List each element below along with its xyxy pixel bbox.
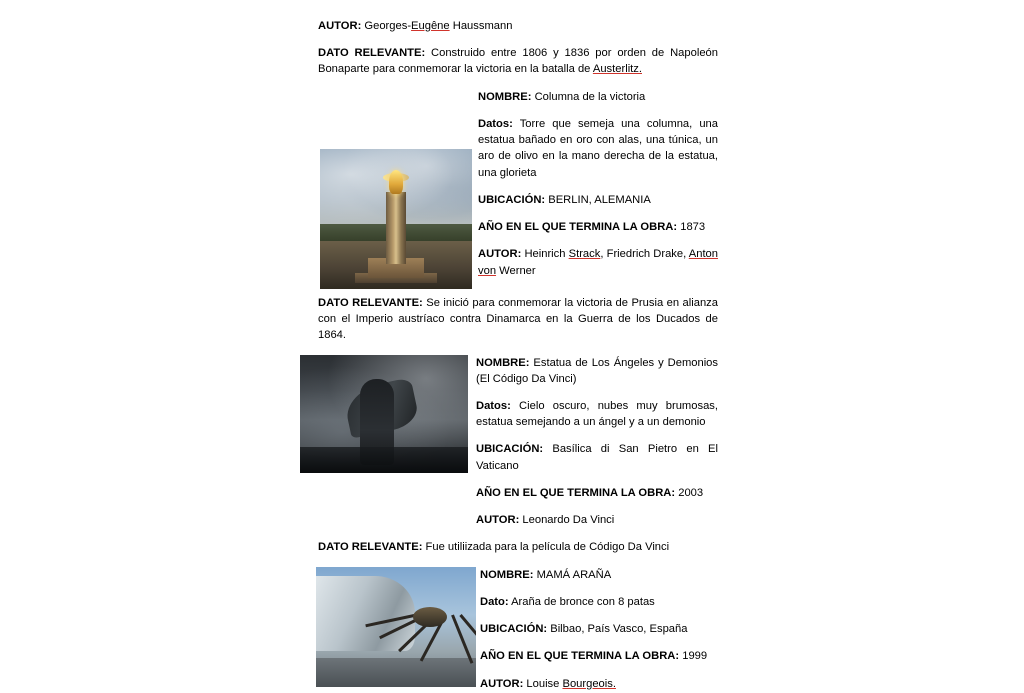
field-anio-1 (478, 219, 718, 235)
field-autor-3 (480, 676, 718, 692)
label-dato-relevante: DATO RELEVANTE: (318, 47, 426, 60)
field-nombre-2 (476, 355, 718, 387)
entry-mama-arana (318, 567, 718, 693)
city-skyline (300, 447, 468, 473)
value-autor-haussmann: Georges-Eugêne Haussmann (364, 20, 513, 32)
value-anio: 1873 (680, 221, 706, 234)
right-margin (1012, 0, 1024, 576)
label-ubicacion: UBICACIÓN: (478, 193, 546, 206)
entry-columna-de-la-victoria (318, 89, 718, 344)
label-dato-relevante: DATO RELEVANTE: (318, 541, 423, 554)
victory-column-photo (320, 149, 472, 289)
value-dato-relevante: Fue utiliizada para la película de Código Da Vinci (425, 541, 670, 554)
label-autor: AUTOR: (476, 514, 520, 527)
label-autor: AUTOR: (318, 20, 362, 32)
paragraph-dato-relevante-haussmann (318, 45, 718, 77)
label-ubicacion: UBICACIÓN: (480, 623, 548, 636)
value-datos: Cielo oscuro, nubes muy brumosas, estatua semejando a un ángel y a un demonio (476, 399, 718, 429)
field-ubicacion-2 (476, 441, 718, 473)
field-nombre-1 (478, 89, 718, 105)
value-nombre: MAMÁ ARAÑA (536, 568, 612, 581)
field-anio-3 (480, 648, 718, 664)
dark-angel-statue-photo (300, 355, 468, 473)
label-datos: Datos: (478, 117, 513, 130)
value-dato-relevante: Se inició para conmemorar la victoria de Prusia en alianza con el Imperio austríaco contra Dinamarca en la Guerra de los Ducados de 1864. (318, 296, 718, 342)
field-datos-1 (478, 116, 718, 181)
field-nombre-3 (480, 567, 718, 583)
field-dato-3 (480, 594, 718, 610)
label-nombre: NOMBRE: (476, 356, 530, 369)
label-anio: AÑO EN EL QUE TERMINA LA OBRA: (478, 221, 678, 234)
value-ubicacion: BERLIN, ALEMANIA (548, 193, 651, 206)
field-autor-2 (476, 512, 718, 528)
value-anio: 2003 (678, 486, 704, 499)
document-body (318, 18, 718, 693)
value-datos: Torre que semeja una columna, una estatua bañado en oro con alas, una túnica, un aro de olivo en la mano derecha de la estatua, una glorieta (478, 117, 718, 179)
value-dato-relevante-haussmann: Construido entre 1806 y 1836 por orden de Napoleón Bonaparte para conmemorar la victoria en la batalla de Austerlitz. (318, 47, 718, 76)
label-nombre: NOMBRE: (478, 90, 532, 103)
value-dato: Araña de bronce con 8 patas (511, 595, 655, 608)
value-autor: Louise Bourgeois. (526, 677, 616, 690)
label-anio: AÑO EN EL QUE TERMINA LA OBRA: (476, 486, 676, 499)
maman-spider-sculpture-photo (316, 567, 476, 687)
field-autor-1 (478, 246, 718, 278)
value-ubicacion: Bilbao, País Vasco, España (550, 623, 688, 636)
label-autor: AUTOR: (480, 677, 524, 690)
field-dato-relevante-2 (318, 539, 718, 555)
label-anio: AÑO EN EL QUE TERMINA LA OBRA: (480, 650, 680, 663)
field-ubicacion-3 (480, 621, 718, 637)
guggenheim-museum (316, 576, 415, 650)
plaza-ground (316, 658, 476, 687)
value-ubicacion: Basílica di San Pietro en El Vaticano (476, 443, 718, 472)
label-dato: Dato: (480, 595, 509, 608)
paragraph-autor-haussmann (318, 18, 718, 34)
value-nombre: Estatua de Los Ángeles y Demonios (El Código Da Vinci) (476, 356, 719, 385)
label-datos: Datos: (476, 399, 511, 412)
label-autor: AUTOR: (478, 248, 522, 261)
label-ubicacion: UBICACIÓN: (476, 443, 544, 456)
value-autor: Heinrich Strack, Friedrich Drake, Anton von Werner (478, 248, 719, 277)
golden-statue (389, 170, 403, 194)
field-ubicacion-1 (478, 192, 718, 208)
label-dato-relevante: DATO RELEVANTE: (318, 296, 423, 309)
value-nombre: Columna de la victoria (534, 90, 646, 103)
spider-leg (451, 614, 473, 663)
field-datos-2 (476, 398, 718, 430)
label-nombre: NOMBRE: (480, 568, 534, 581)
field-anio-2 (476, 485, 718, 501)
left-margin (0, 0, 12, 576)
value-anio: 1999 (682, 650, 708, 663)
entry-estatua-angeles-y-demonios (318, 355, 718, 556)
value-autor: Leonardo Da Vinci (522, 514, 615, 527)
column-shaft (386, 192, 406, 264)
field-dato-relevante-1 (318, 295, 718, 344)
